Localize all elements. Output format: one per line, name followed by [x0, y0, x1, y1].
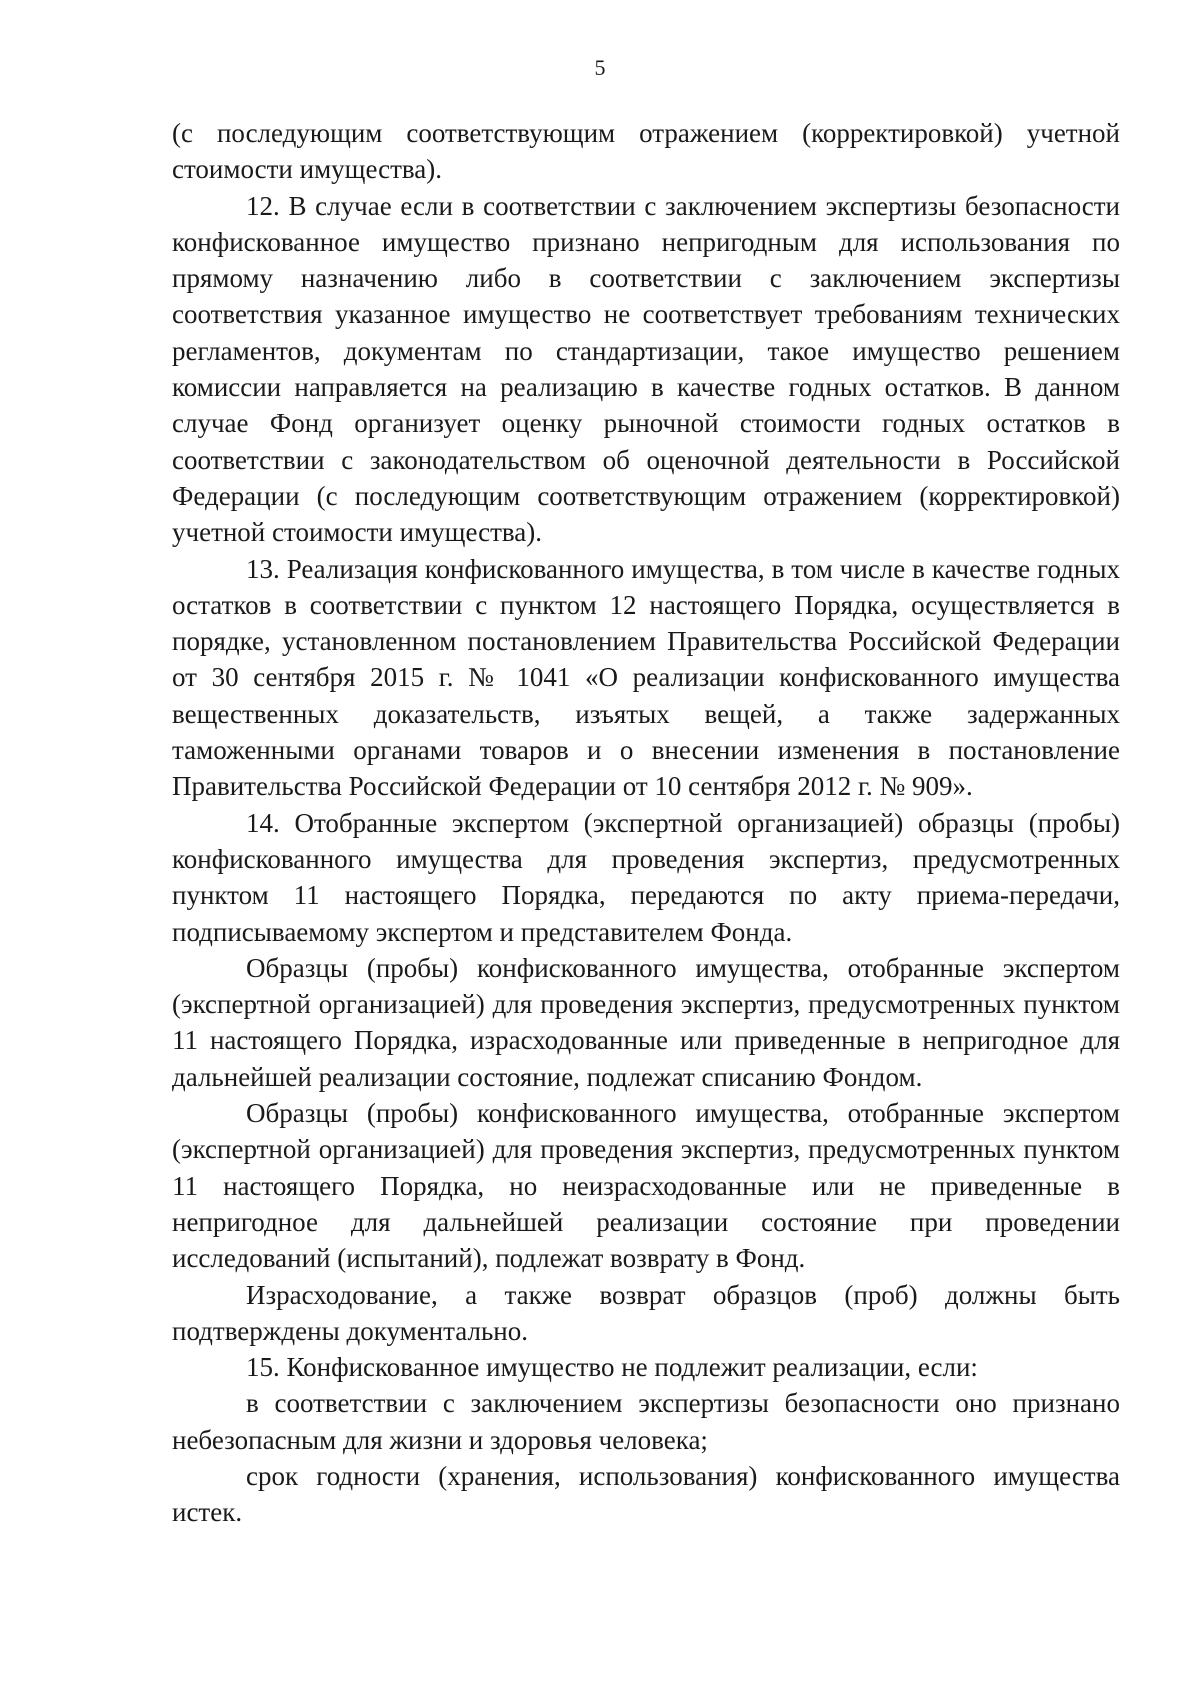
paragraph-item-15-safety: в соответствии с заключением экспертизы безопасности оно признано небезопасным для жизни и здоровья человека;: [172, 1388, 1120, 1455]
paragraph-continued: (с последующим соответствующим отражением (корректировкой) учетной стоимости имущества).: [172, 118, 1120, 185]
paragraph-samples-unused: Образцы (пробы) конфискованного имущества, отобранные экспертом (экспертной организацией) для проведения экспертиз, предусмотренных пунктом 11 настоящего Порядка, но неизрасходованные или не приведенные в непригодное для дальнейшей реализации состояние при проведении исследований (испытаний), подлежат возврату в Фонд.: [172, 1098, 1120, 1274]
page-number: 5: [594, 55, 606, 80]
paragraph-item-12: 12. В случае если в соответствии с заключением экспертизы безопасности конфискованное имущество признано непригодным для использования по прямому назначению либо в соответствии с заключением экспертизы соответствия указанное имущество не соответствует требованиям технических регламентов, документам по стандартизации, такое имущество решением комиссии направляется на реализацию в качестве годных остатков. В данном случае Фонд организует оценку рыночной стоимости годных остатков в соответствии с законодательством об оценочной деятельности в Российской Федерации (с последующим соответствующим отражением (корректировкой) учетной стоимости имущества).: [172, 190, 1120, 548]
document-body: [172, 115, 1120, 1531]
paragraph-item-14: 14. Отобранные экспертом (экспертной организацией) образцы (пробы) конфискованного имущества для проведения экспертиз, предусмотренных пунктом 11 настоящего Порядка, передаются по акту приема-передачи, подписываемому экспертом и представителем Фонда.: [172, 807, 1120, 947]
paragraph-item-15-expiry: срок годности (хранения, использования) конфискованного имущества истек.: [172, 1460, 1120, 1528]
paragraph-item-13: 13. Реализация конфискованного имущества, в том числе в качестве годных остатков в соответствии с пунктом 12 настоящего Порядка, осуществляется в порядке, установленном постановлением Правительства Российской Федерации от 30 сентября 2015 г. № 1041 «О реализации конфискованного имущества вещественных доказательств, изъятых вещей, а также задержанных таможенными органами товаров и о внесении изменения в постановление Правительства Российской Федерации от 10 сентября 2012 г. № 909».: [172, 553, 1120, 802]
paragraph-samples-used: Образцы (пробы) конфискованного имущества, отобранные экспертом (экспертной организацией) для проведения экспертиз, предусмотренных пунктом 11 настоящего Порядка, израсходованные или приведенные в непригодное для дальнейшей реализации состояние, подлежат списанию Фондом.: [172, 952, 1120, 1092]
paragraph-item-15: 15. Конфискованное имущество не подлежит реализации, если:: [246, 1352, 978, 1383]
paragraph-samples-confirmation: Израсходование, а также возврат образцов (проб) должны быть подтверждены документально.: [172, 1279, 1120, 1346]
